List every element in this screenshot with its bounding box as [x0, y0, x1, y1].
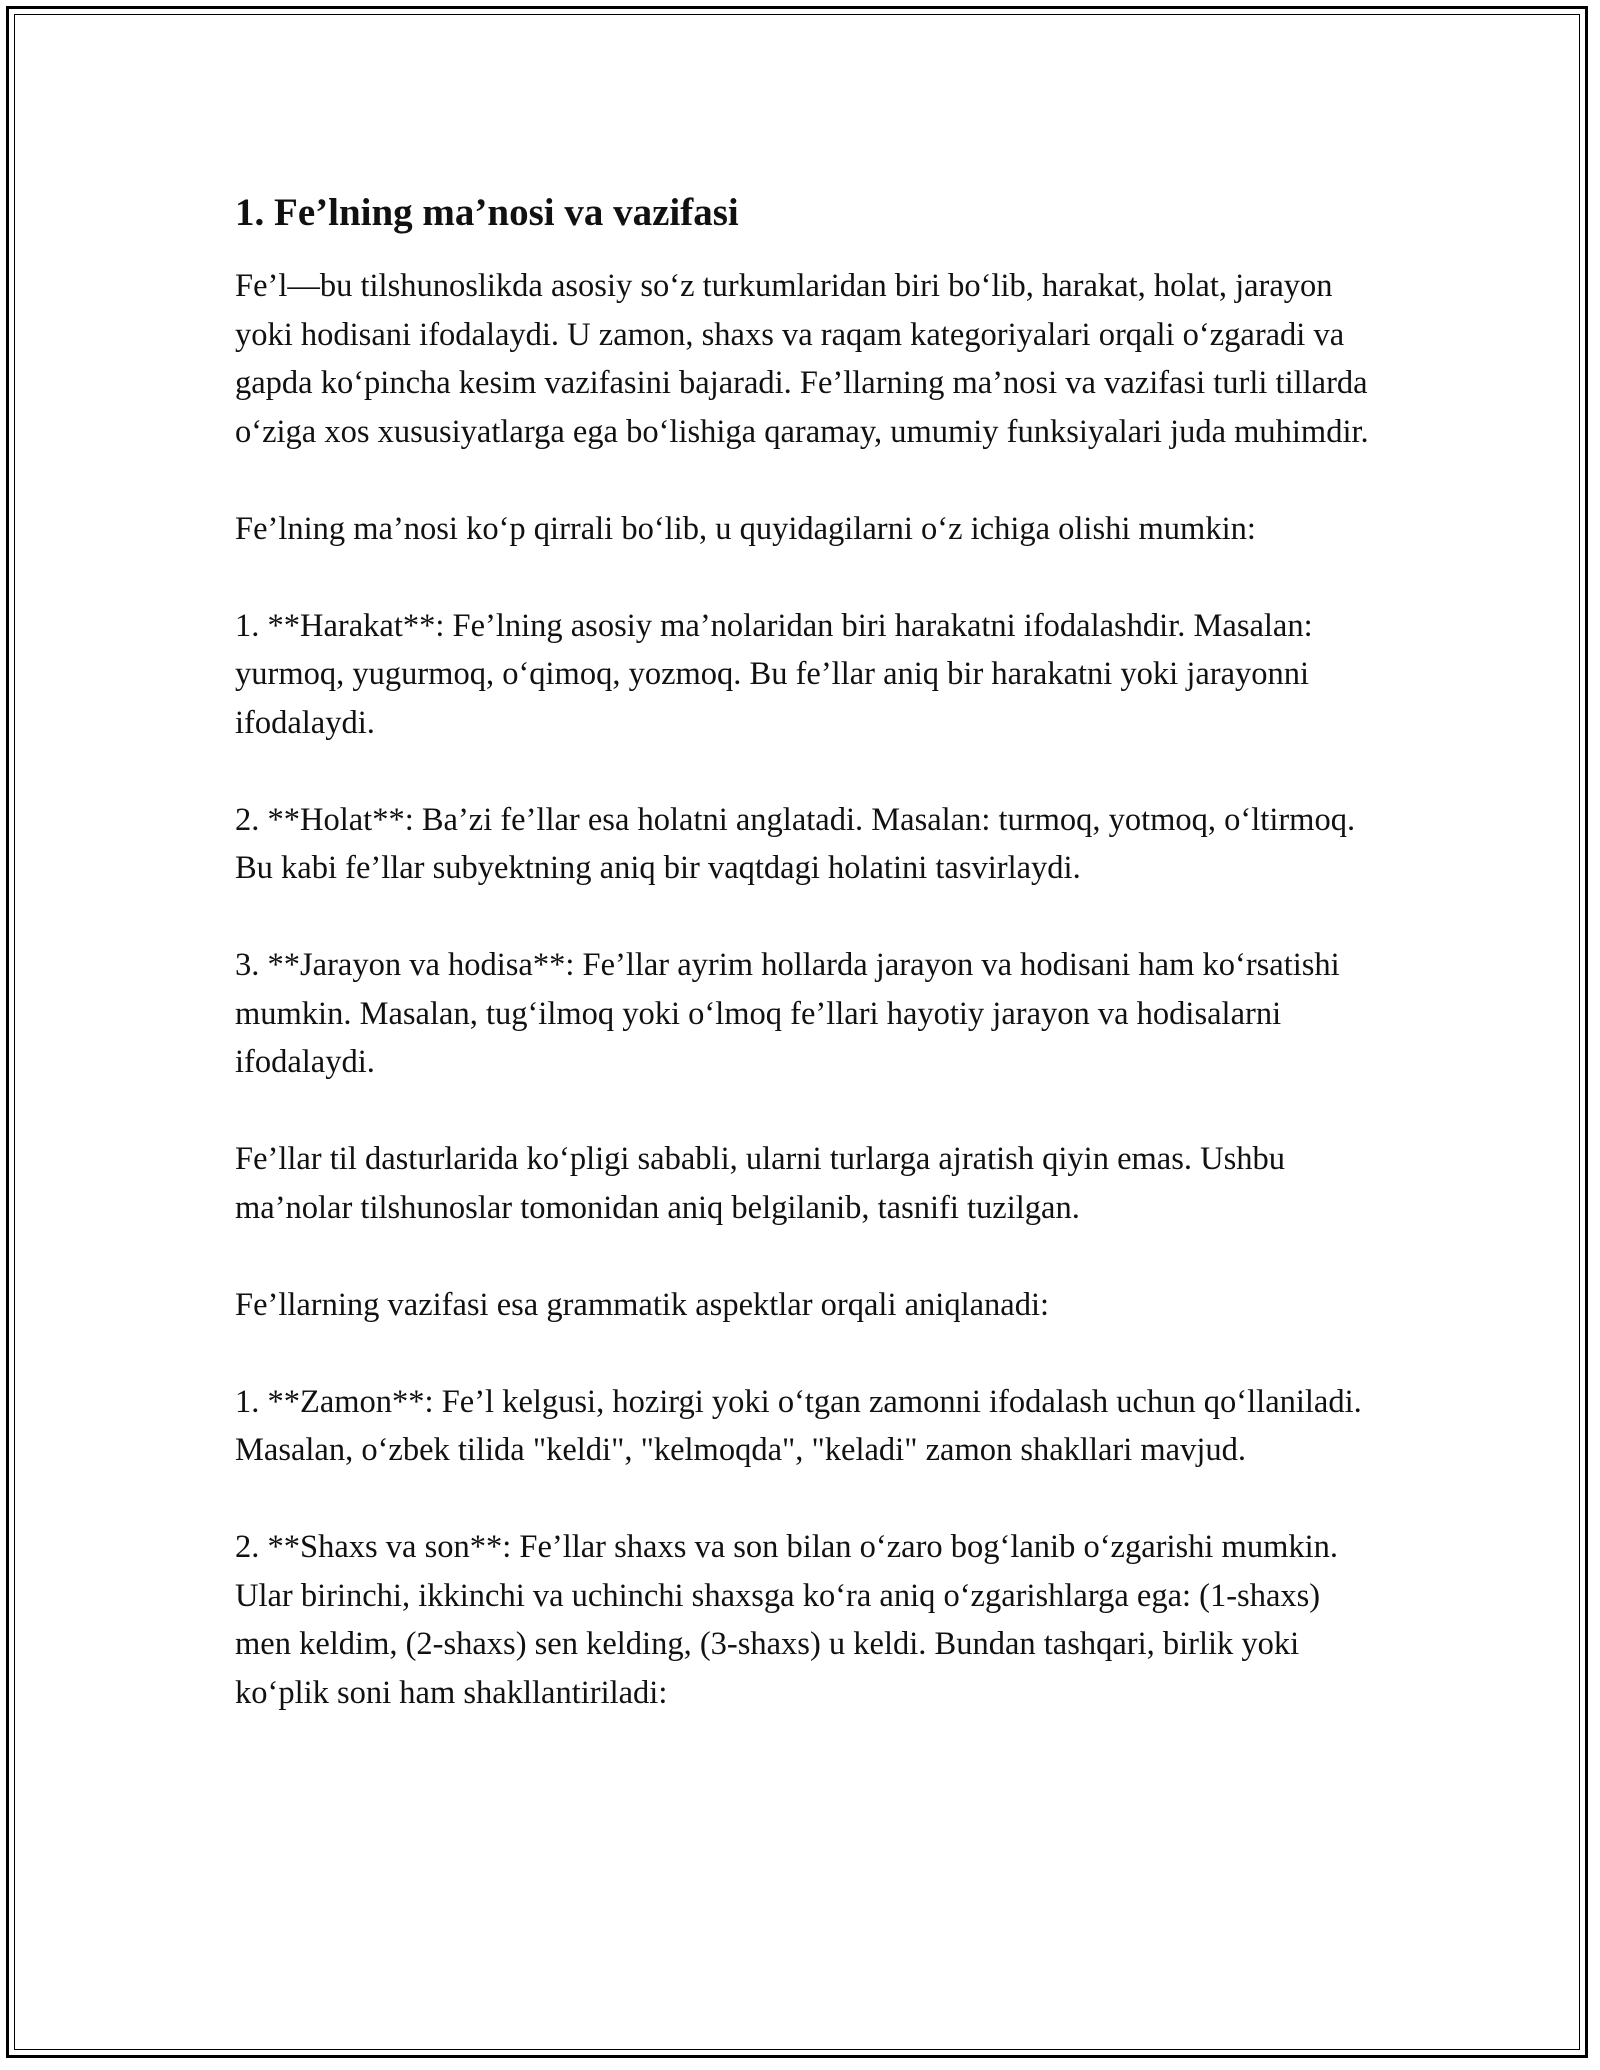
- list-item-harakat: 1. **Harakat**: Fe’lning asosiy ma’nolaridan biri harakatni ifodalashdir. Masalan: yurmoq, yugurmoq, o‘qimoq, yozmoq. Bu fe’llar aniq bir harakatni yoki jarayonni ifodalaydi.: [235, 607, 1313, 741]
- list-item-zamon: 1. **Zamon**: Fe’l kelgusi, hozirgi yoki o‘tgan zamonni ifodalash uchun qo‘llaniladi. Masalan, o‘zbek tilida "keldi", "kelmoqda", "keladi" zamon shakllari mavjud.: [235, 1383, 1362, 1468]
- list-item-shaxs-son: 2. **Shaxs va son**: Fe’llar shaxs va son bilan o‘zaro bog‘lanib o‘zgarishi mumkin. Ular birinchi, ikkinchi va uchinchi shaxsga ko‘ra aniq o‘zgarishlarga ega: (1-shaxs) men keldim, (2-shaxs) sen kelding, (3-shaxs) u keldi. Bundan tashqari, birlik yoki ko‘plik soni ham shakllantiriladi:: [235, 1529, 1339, 1711]
- paragraph-meaning-lead: Fe’lning ma’nosi ko‘p qirrali bo‘lib, u quyidagilarni o‘z ichiga olishi mumkin:: [235, 510, 1256, 547]
- paragraph-intro: Fe’l—bu tilshunoslikda asosiy so‘z turkumlaridan biri bo‘lib, harakat, holat, jarayon yoki hodisani ifodalaydi. U zamon, shaxs va raqam kategoriyalari orqali o‘zgaradi va gapda ko‘pincha kesim vazifasini bajaradi. Fe’llarning ma’nosi va vazifasi turli tillarda o‘ziga xos xususiyatlarga ega bo‘lishiga qaramay, umumiy funksiyalari juda muhimdir.: [235, 268, 1369, 450]
- paragraph-classification: Fe’llar til dasturlarida ko‘pligi sababli, ularni turlarga ajratish qiyin emas. Ushbu ma’nolar tilshunoslar tomonidan aniq belgilanib, tasnifi tuzilgan.: [235, 1141, 1285, 1226]
- list-item-holat: 2. **Holat**: Ba’zi fe’llar esa holatni anglatadi. Masalan: turmoq, yotmoq, o‘ltirmoq. Bu kabi fe’llar subyektning aniq bir vaqtdagi holatini tasvirlaydi.: [235, 801, 1356, 886]
- document-body: [235, 190, 1375, 1766]
- paragraph-function-lead: Fe’llarning vazifasi esa grammatik aspektlar orqali aniqlanadi:: [235, 1286, 1050, 1323]
- list-item-jarayon: 3. **Jarayon va hodisa**: Fe’llar ayrim hollarda jarayon va hodisani ham ko‘rsatishi mumkin. Masalan, tug‘ilmoq yoki o‘lmoq fe’llari hayotiy jarayon va hodisalarni ifodalaydi.: [235, 947, 1340, 1080]
- section-heading: 1. Fe’lning ma’nosi va vazifasi: [235, 191, 739, 234]
